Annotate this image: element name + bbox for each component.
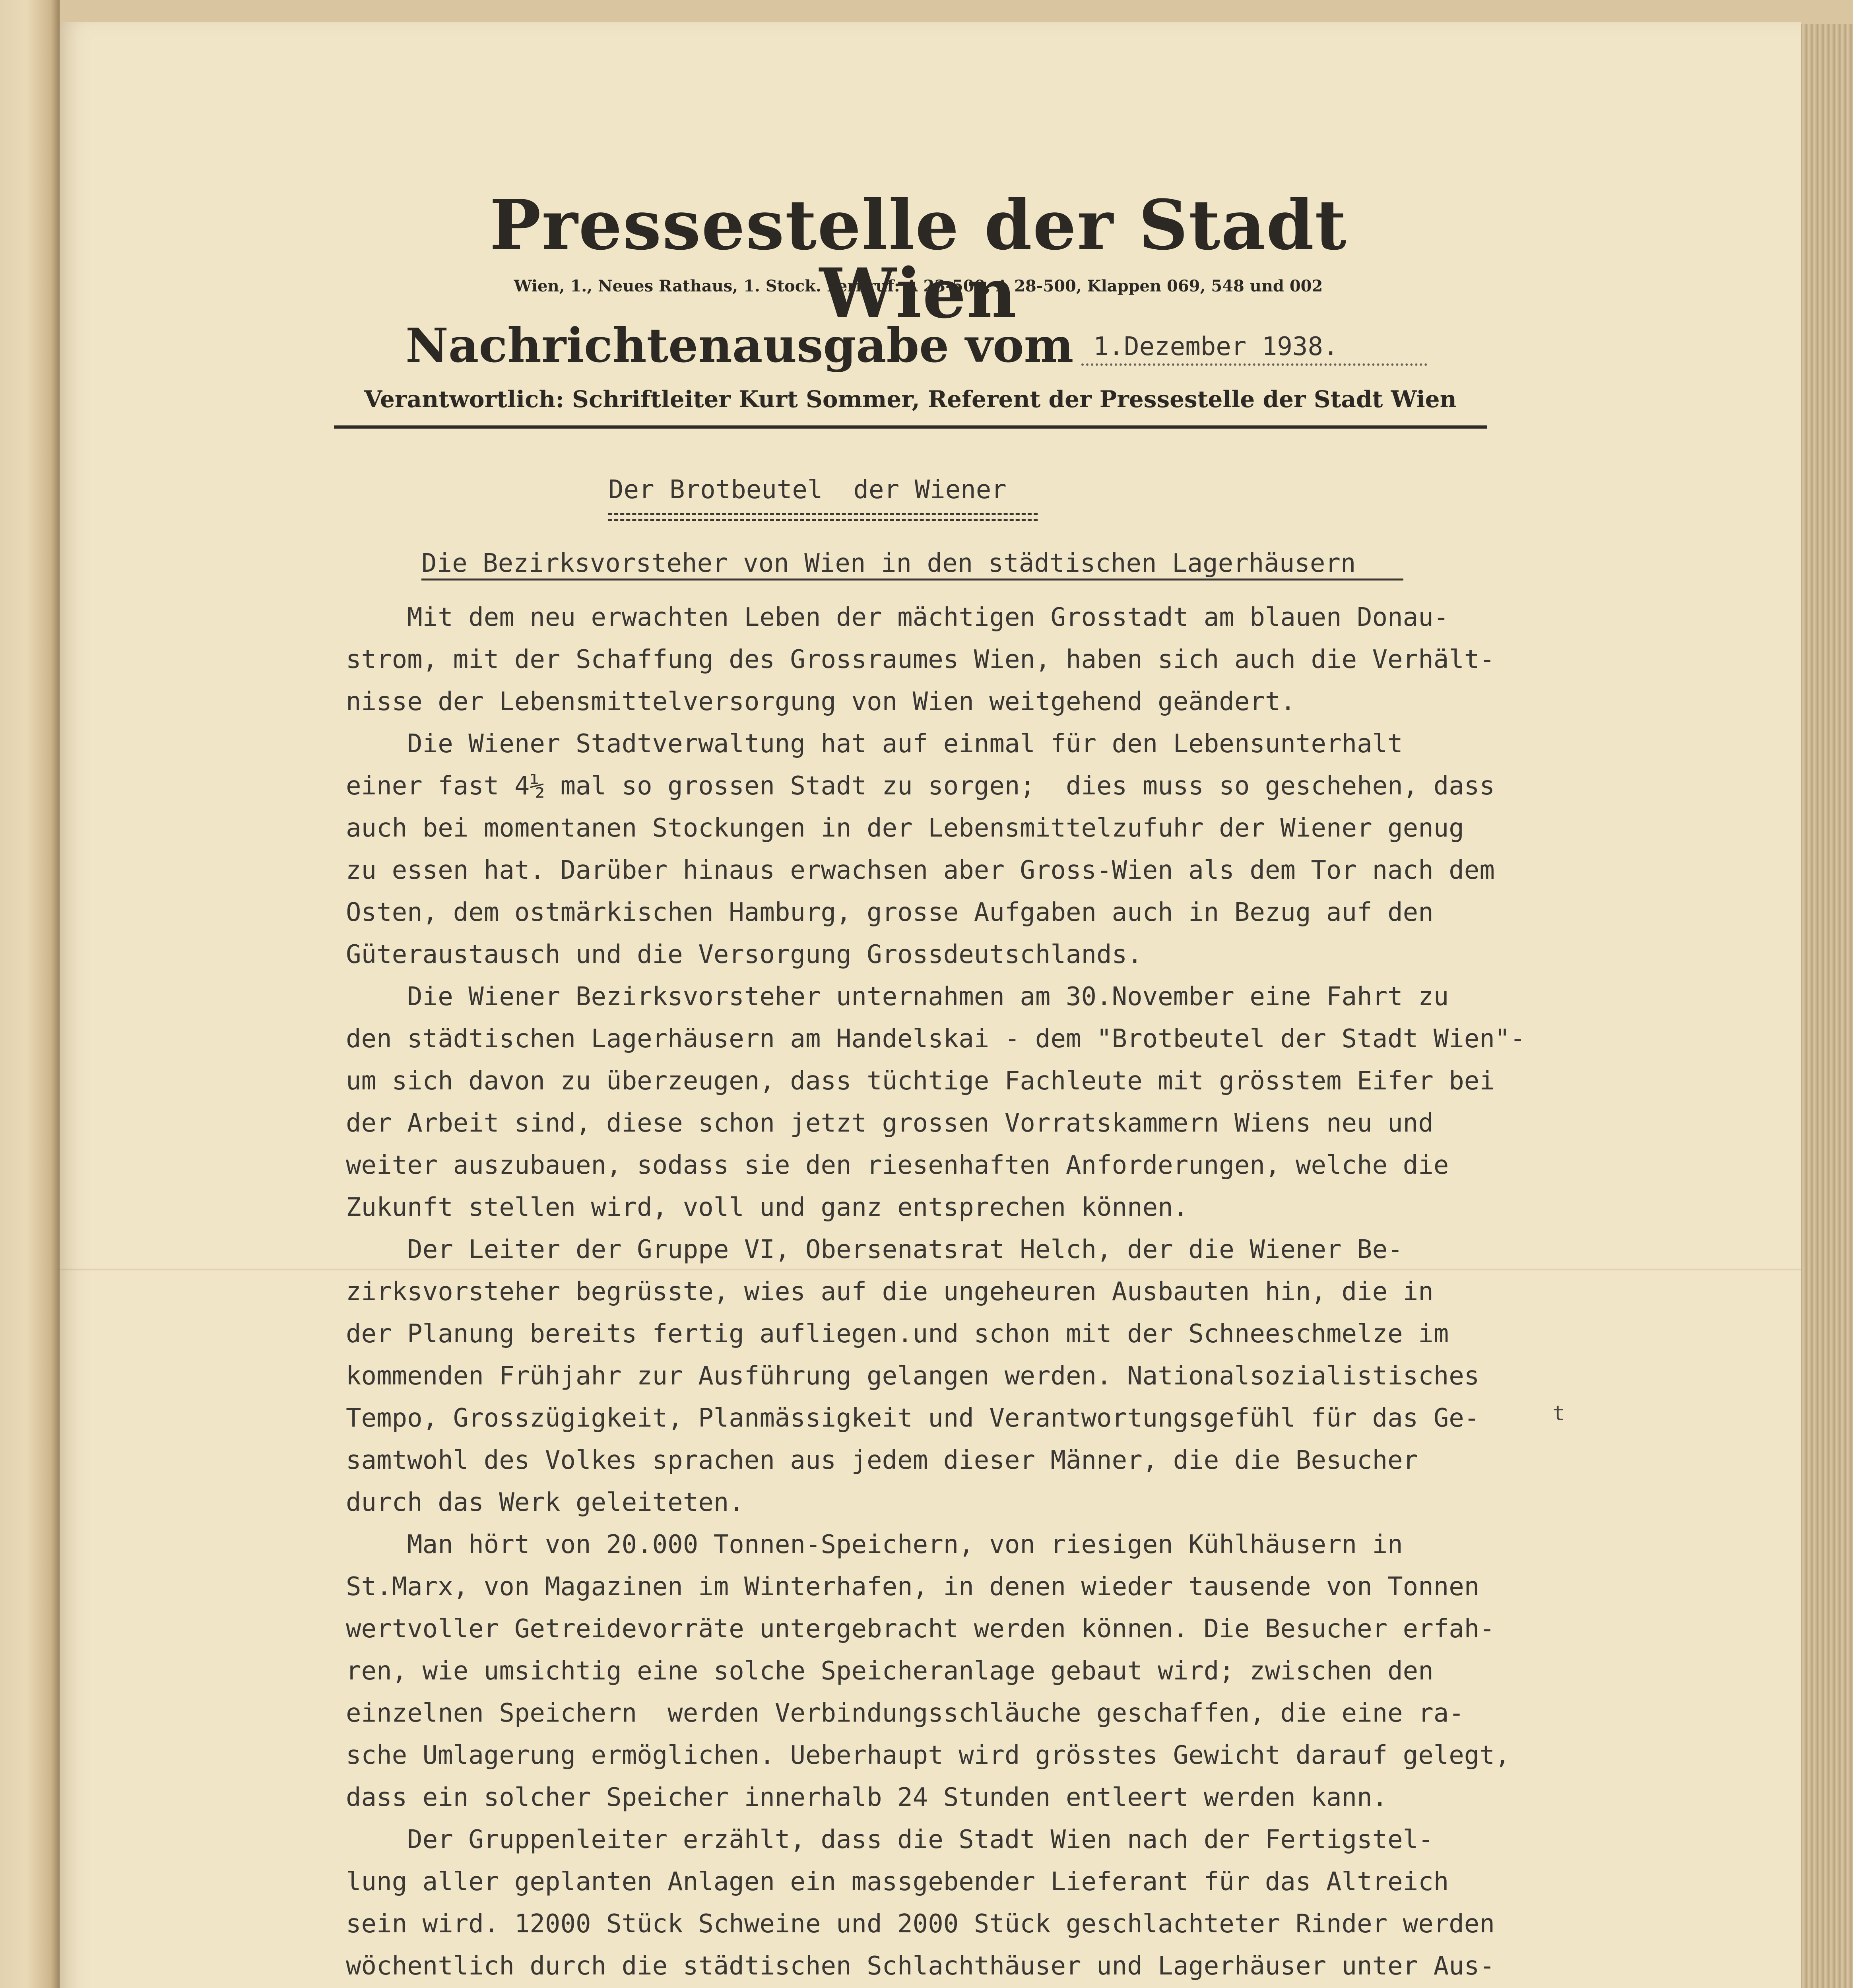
article-title: Der Brotbeutel der Wiener bbox=[608, 475, 1007, 505]
article-line: zirksvorsteher begrüsste, wies auf die ungeheuren Ausbauten hin, die in bbox=[346, 1277, 1434, 1307]
book-binding-left bbox=[0, 0, 60, 1988]
article-line: um sich davon zu überzeugen, dass tüchtige Fachleute mit grösstem Eifer bei bbox=[346, 1066, 1495, 1096]
article-line: Der Leiter der Gruppe VI, Obersenatsrat Helch, der die Wiener Be- bbox=[346, 1235, 1403, 1264]
article-line: der Arbeit sind, diese schon jetzt grossen Vorratskammern Wiens neu und bbox=[346, 1109, 1434, 1138]
article-line: kommenden Frühjahr zur Ausführung gelangen werden. Nationalsozialistisches bbox=[346, 1361, 1480, 1391]
article-subtitle-rule bbox=[421, 579, 1403, 580]
article-title-rule bbox=[608, 513, 1038, 521]
article-line: Osten, dem ostmärkischen Hamburg, grosse Aufgaben auch in Bezug auf den bbox=[346, 898, 1434, 927]
article-line: zu essen hat. Darüber hinaus erwachsen aber Gross-Wien als dem Tor nach dem bbox=[346, 856, 1495, 885]
article-line: Güteraustausch und die Versorgung Grossdeutschlands. bbox=[346, 940, 1143, 969]
article-line: auch bei momentanen Stockungen in der Lebensmittelzufuhr der Wiener genug bbox=[346, 813, 1464, 843]
article-line: wertvoller Getreidevorräte untergebracht werden können. Die Besucher erfah- bbox=[346, 1614, 1495, 1644]
article-subtitle: Die Bezirksvorsteher von Wien in den städtischen Lagerhäusern bbox=[421, 549, 1356, 578]
article-line: sein wird. 12000 Stück Schweine und 2000 Stück geschlachteter Rinder werden bbox=[346, 1909, 1495, 1939]
article-line: wöchentlich durch die städtischen Schlachthäuser und Lagerhäuser unter Aus- bbox=[346, 1951, 1495, 1981]
edition-date: 1.Dezember 1938. bbox=[1081, 334, 1427, 366]
masthead-address: Wien, 1., Neues Rathaus, 1. Stock. Fernruf: A 23-500, A 28-500, Klappen 069, 548 und 002 bbox=[514, 277, 1323, 295]
article-line: sche Umlagerung ermöglichen. Ueberhaupt wird grösstes Gewicht darauf gelegt, bbox=[346, 1741, 1510, 1770]
page-stack-edges bbox=[1797, 24, 1853, 1988]
article-line: durch das Werk geleiteten. bbox=[346, 1488, 744, 1517]
masthead-title: Pressestelle der Stadt Wien bbox=[489, 184, 1347, 334]
article-line: weiter auszubauen, sodass sie den riesenhaften Anforderungen, welche die bbox=[346, 1151, 1449, 1180]
article-line: Mit dem neu erwachten Leben der mächtigen Grosstadt am blauen Donau- bbox=[346, 603, 1449, 632]
article-line: Der Gruppenleiter erzählt, dass die Stadt Wien nach der Fertigstel- bbox=[346, 1825, 1434, 1854]
article-line: einer fast 4½ mal so grossen Stadt zu sorgen; dies muss so geschehen, dass bbox=[346, 771, 1495, 801]
article-line: nisse der Lebensmittelversorgung von Wien weitgehend geändert. bbox=[346, 687, 1296, 716]
article-line: dass ein solcher Speicher innerhalb 24 Stunden entleert werden kann. bbox=[346, 1783, 1388, 1812]
article-line: strom, mit der Schaffung des Grossraumes Wien, haben sich auch die Verhält- bbox=[346, 645, 1495, 674]
article-line: samtwohl des Volkes sprachen aus jedem dieser Männer, die die Besucher bbox=[346, 1446, 1418, 1475]
article-line: Zukunft stellen wird, voll und ganz entsprechen können. bbox=[346, 1193, 1189, 1222]
header-rule bbox=[334, 425, 1487, 429]
margin-mark: t bbox=[1552, 1402, 1565, 1425]
article-line: den städtischen Lagerhäusern am Handelskai - dem "Brotbeutel der Stadt Wien"- bbox=[346, 1024, 1525, 1054]
article-line: Tempo, Grosszügigkeit, Planmässigkeit und Verantwortungsgefühl für das Ge- bbox=[346, 1404, 1480, 1433]
article-line: einzelnen Speichern werden Verbindungsschläuche geschaffen, die eine ra- bbox=[346, 1699, 1464, 1728]
article-line: St.Marx, von Magazinen im Winterhafen, in denen wieder tausende von Tonnen bbox=[346, 1572, 1480, 1602]
article-line: lung aller geplanten Anlagen ein massgebender Lieferant für das Altreich bbox=[346, 1867, 1449, 1897]
article-line: Man hört von 20.000 Tonnen-Speichern, von riesigen Kühlhäusern in bbox=[346, 1530, 1403, 1559]
responsible-editor: Verantwortlich: Schriftleiter Kurt Sommer, Referent der Pressestelle der Stadt Wien bbox=[364, 386, 1457, 413]
article-line: Die Wiener Stadtverwaltung hat auf einmal für den Lebensunterhalt bbox=[346, 729, 1403, 759]
article-line: ren, wie umsichtig eine solche Speicheranlage gebaut wird; zwischen den bbox=[346, 1656, 1434, 1686]
article-line: Die Wiener Bezirksvorsteher unternahmen am 30.November eine Fahrt zu bbox=[346, 982, 1449, 1011]
article-body bbox=[346, 596, 1578, 1988]
article-line: der Planung bereits fertig aufliegen.und schon mit der Schneeschmelze im bbox=[346, 1319, 1449, 1349]
edition-label: Nachrichtenausgabe vom bbox=[406, 318, 1074, 373]
